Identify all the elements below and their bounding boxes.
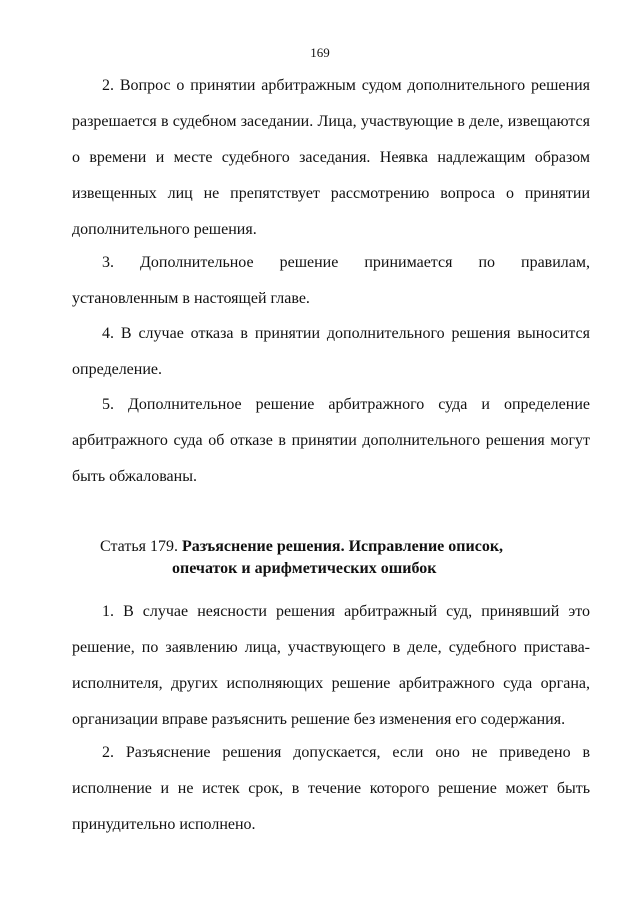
article-paragraph-1: 1. В случае неясности решения арбитражный суд, принявший это решение, по заявлению лица, участвующего в деле, судебного пристава-исполнителя, других исполняющих решение арбитражного суда органа, организации вправе разъяснить решение без изменения его содержания. [72, 603, 590, 728]
paragraph-3: 3. Дополнительное решение принимается по правилам, установленным в настоящей главе. [72, 254, 590, 307]
page-number: 169 [310, 45, 330, 60]
article-title-line2: опечаток и арифметических ошибок [172, 560, 437, 577]
article-heading [100, 536, 590, 580]
paragraph-4: 4. В случае отказа в принятии дополнительного решения выносится определение. [72, 325, 590, 378]
article-paragraph-2: 2. Разъяснение решения допускается, если оно не приведено в исполнение и не истек срок, в течение которого решение может быть принудительно исполнено. [72, 744, 590, 833]
paragraph-2: 2. Вопрос о принятии арбитражным судом дополнительного решения разрешается в судебном заседании. Лица, участвующие в деле, извещаются о времени и месте судебного заседания. Неявка надлежащим образом извещенных лиц не препятствует рассмотрению вопроса о принятии дополнительного решения. [72, 77, 590, 238]
article-prefix: Статья 179. [100, 538, 182, 555]
article-title-line1: Разъяснение решения. Исправление описок, [181, 538, 504, 555]
paragraph-5: 5. Дополнительное решение арбитражного суда и определение арбитражного суда об отказе в принятии дополнительного решения могут быть обжалованы. [72, 396, 590, 485]
